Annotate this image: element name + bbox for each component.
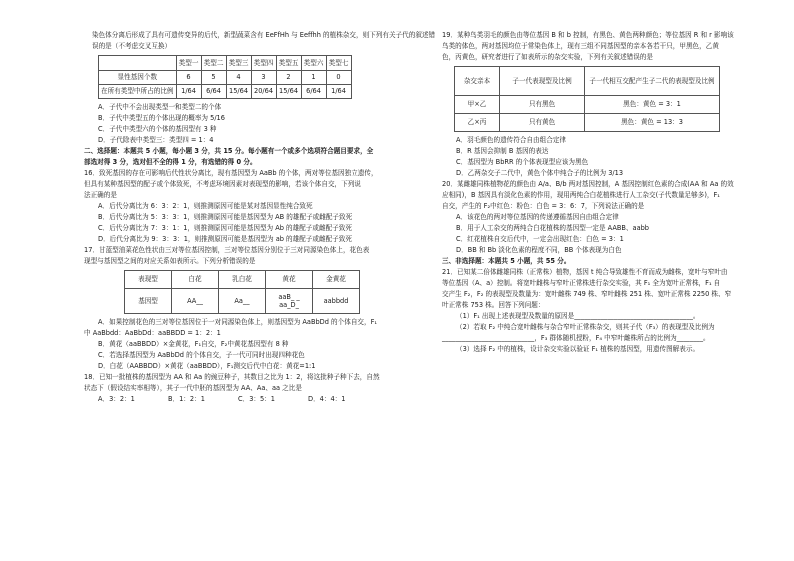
question-line: 鸟类的体色，两对基因均位于常染色体上，现有三组不同基因型的亲本各若干只，甲黑色，乙黄: [442, 42, 719, 50]
table-cell: 只有黄色: [500, 114, 585, 132]
table-cell: 6/64: [301, 85, 326, 99]
table-row: [99, 71, 352, 85]
table-header-cell: 类型六: [301, 56, 326, 71]
q20: [442, 179, 776, 256]
question-line: 应相同)，B 基因具有淡化色素的作用，现用两纯合白花植株进行人工杂交(子代数量足够多)，F₁: [442, 191, 720, 199]
table-cell: 1/64: [326, 85, 351, 99]
option-line: B．黄花（aaBBDD）×金黄花，F₁自交，F₂中黄花基因型有 8 种: [98, 340, 289, 348]
table-row-label: 基因型: [125, 289, 172, 314]
option-b: B．1：2：1: [168, 395, 205, 403]
genotype-line: aa_D_: [279, 301, 299, 309]
table-header-cell: 类型一: [176, 56, 201, 71]
q17-options: [84, 317, 418, 372]
question-line: 但具有某种基因型的配子或个体致死，不考虑环境因素对表现型的影响，若该个体自交，下列说: [84, 180, 361, 188]
option-line: A．羽毛颜色的遗传符合自由组合定律: [456, 136, 567, 144]
table-header-cell: 金黄花: [313, 271, 360, 289]
table-header-row: [99, 56, 352, 71]
table-header-cell: 黄花: [266, 271, 313, 289]
option-line: C．红花植株自交后代中，一定会出现红色：白色 = 3：1: [456, 235, 624, 243]
q17: [84, 245, 418, 267]
option-line: A．如果控制花色的三对等位基因位于一对同源染色体上，则基因型为 AaBbDd 的个体自交，F₁: [98, 318, 378, 326]
q21: [442, 267, 776, 355]
table-cell: 黑色：黄色 = 3：1: [585, 96, 720, 114]
question-line: 状态下（假设结实率相等），其子一代中胚的基因型为 AA、Aa、aa 之比是: [84, 384, 302, 392]
table-header-cell: 表现型: [125, 271, 172, 289]
table-cell: 6: [176, 71, 201, 85]
section-2-heading: [84, 146, 418, 168]
table-cell: 0: [326, 71, 351, 85]
table-header-cell: [99, 56, 177, 71]
table-row-label: 在所有类型中所占的比例: [99, 85, 177, 99]
question-line: 16．致死基因的存在可影响后代性状分离比，现有基因型为 AaBb 的个体，两对等位基因独立遗传，: [84, 169, 378, 177]
q16: [84, 168, 418, 245]
sub-question-line: （1）F₁ 出现上述表现型及数量的原因是____________________________________。: [456, 312, 700, 320]
option-line: 中 AaBbdd：AaBbDd：aaBBDD = 1：2：1: [84, 329, 221, 337]
text-line: 误的是（不考虑交叉互换）: [92, 42, 172, 50]
sub-question-line: （2）若取 F₂ 中纯合宽叶雌株与杂合窄叶正常株杂交，则其子代（F₃）的表现型及比例为: [456, 323, 715, 331]
option-line: D．BB 和 Bb 淡化色素的程度不同，BB 个体表现为白色: [456, 246, 622, 254]
option-line: A．后代分离比为 6：3：2：1，则推测原因可能是某对基因显性纯合致死: [98, 202, 313, 210]
option-line: B．用于人工杂交的两纯合白花植株的基因型一定是 AABB、aabb: [456, 224, 649, 232]
question-line: 法正确的是: [84, 191, 117, 199]
flower-color-table: [124, 270, 360, 314]
table-header-row: [455, 67, 720, 96]
table-cell: 5: [201, 71, 226, 85]
q19: [442, 30, 776, 63]
question-line: 17．甘蓝型油菜花色性状由三对等位基因控制，三对等位基因分别位于三对同源染色体上，花色表: [84, 246, 370, 254]
table-header-cell: 类型四: [251, 56, 276, 71]
options-row: [84, 394, 418, 405]
option-d: D．4：4：1: [308, 395, 346, 403]
table-row: [99, 85, 352, 99]
question-line: 21．已知某二倍体雌雄同株（正常株）植物，基因 t 纯合导致雄性不育而成为雌株，宽叶与窄叶由: [442, 268, 728, 276]
option-line: B．子代中类型五的个体出现的概率为 5/16: [98, 114, 225, 122]
question-line: 20．某雌雄同株植物花的颜色由 A/a、B/b 两对基因控制，A 基因控制红色素的合成(AA 和 Aa 的效: [442, 180, 734, 188]
table-header-cell: 子一代相互交配产生子二代的表现型及比例: [585, 67, 720, 96]
right-column: [442, 30, 776, 355]
genotype-line: aaB_ _: [278, 293, 300, 301]
section-3-heading: 三、非选择题：本题共 5 小题，共 55 分。: [442, 257, 571, 265]
option-line: D．白花（AABBDD）×黄花（aaBBDD），F₁测交后代中白花：黄花=1:1: [98, 362, 316, 370]
q15-intro: [84, 30, 436, 52]
table-header-cell: 类型五: [276, 56, 301, 71]
option-line: A．该花色的两对等位基因的传递遵循基因自由组合定律: [456, 213, 619, 221]
table-cell: 乙×丙: [455, 114, 500, 132]
table-header-cell: 类型三: [226, 56, 251, 71]
option-line: C．基因型为 BbRR 的个体表现型应该为黑色: [456, 158, 589, 166]
table-cell: 只有黑色: [500, 96, 585, 114]
table-cell: Aa__: [219, 289, 266, 314]
section-heading-line: 二、选择题：本题共 5 小题，每小题 3 分，共 15 分。每小题有一个或多个选项符合题目要求，全: [84, 147, 374, 155]
table-header-row: [125, 271, 360, 289]
option-line: C．若选择基因型为 AaBbDd 的个体自交，子一代可同时出现四种花色: [98, 351, 305, 359]
table-row: [455, 96, 720, 114]
table-cell: 1/64: [176, 85, 201, 99]
sub-question-line: （3）选择 F₂ 中的植株，设计杂交实验以验证 F₁ 植株的基因型，用遗传图解表示。: [456, 345, 700, 353]
table-cell: 1: [301, 71, 326, 85]
option-line: C．后代分离比为 7：3：1：1，则推测原因可能是基因型为 Ab 的雄配子或雌配子致死: [98, 224, 352, 232]
question-line: 自交，产生的 F₂中红色：粉色：白色 = 3：6：7，下列说法正确的是: [442, 202, 645, 210]
table-cell: 3: [251, 71, 276, 85]
table-cell: AA__: [172, 289, 219, 314]
question-line: 18．已知一批植株的基因型为 AA 和 Aa 的豌豆种子，其数目之比为 1：2，将这批种子种下去，自然: [84, 373, 380, 381]
table-header-cell: 类型二: [201, 56, 226, 71]
question-line: 交产生 F₂，F₂ 的表现型及数量为：宽叶雌株 749 株、窄叶雌株 251 株、宽叶正常株 2250 株、窄: [442, 290, 732, 298]
table-cell: 20/64: [251, 85, 276, 99]
option-line: D．后代分离比为 9：3：3：1，则推测原因可能是基因型为 ab 的雄配子或雌配子致死: [98, 235, 352, 243]
table-cell: 15/64: [226, 85, 251, 99]
table-header-cell: 白花: [172, 271, 219, 289]
option-line: A．子代中不会出现类型一和类型二的个体: [98, 103, 222, 111]
option-line: B．R 基因会抑制 B 基因的表达: [456, 147, 549, 155]
option-line: C．子代中类型六的个体的基因型有 3 种: [98, 125, 217, 133]
table-header-cell: 杂交亲本: [455, 67, 500, 96]
section-heading-line: 部选对得 3 分，选对但不全的得 1 分，有选错的得 0 分。: [84, 158, 257, 166]
table-cell: [266, 289, 313, 314]
table-cell: 甲×乙: [455, 96, 500, 114]
option-line: D．子代除表中类型三：类型四 = 1：4: [98, 136, 214, 144]
option-line: B．后代分离比为 5：3：3：1，则推测原因可能是基因型为 AB 的雄配子或雌配子致死: [98, 213, 353, 221]
question-line: 叶正常株 753 株。回答下列问题：: [442, 301, 545, 309]
table-cell: aabbdd: [313, 289, 360, 314]
left-column: [84, 30, 436, 405]
q15-options: [84, 102, 418, 146]
text-line: 染色体分离后形成了具有可遗传变异的后代，新型蔬菜含有 EeFfHh 与 Eeffhh 的植株杂交，则下列有关子代的叙述错: [92, 31, 436, 39]
question-line: 等位基因（A、a）控制。将宽叶雌株与窄叶正常株进行杂交实验，其 F₁ 全为宽叶正常株，F₁ 自: [442, 279, 721, 287]
table-header-cell: 乳白花: [219, 271, 266, 289]
table-row: [455, 114, 720, 132]
table-row-label: 显性基因个数: [99, 71, 177, 85]
table-row: [125, 289, 360, 314]
table-cell: 2: [276, 71, 301, 85]
table-header-cell: 类型七: [326, 56, 351, 71]
option-a: A．3：2：1: [98, 395, 135, 403]
table-cell: 15/64: [276, 85, 301, 99]
option-c: C．3：5：1: [238, 395, 275, 403]
q18: [84, 372, 418, 405]
option-line: D．乙两杂交子二代中，黄色个体中纯合子的比例为 3/13: [456, 169, 624, 177]
question-line: 现型与基因型之间的对应关系如表所示。下列分析错误的是: [84, 257, 256, 265]
sub-question-line: ____________________________，F₃ 群体随机授粉，F₄ 中窄叶雌株所占的比例为________。: [442, 334, 710, 342]
q19-options: [442, 135, 776, 179]
genotype-ratio-table: [98, 55, 352, 99]
question-line: 色，丙黄色，研究者进行了如表所示的杂交实验，下列有关叙述错误的是: [442, 53, 653, 61]
table-cell: 4: [226, 71, 251, 85]
table-cell: 6/64: [201, 85, 226, 99]
cross-experiment-table: [454, 66, 720, 132]
table-header-cell: 子一代表现型及比例: [500, 67, 585, 96]
table-cell: 黑色：黄色 = 13：3: [585, 114, 720, 132]
question-line: 19．某种鸟类羽毛的颜色由等位基因 B 和 b 控制，有黑色、黄色两种颜色；等位基因 R 和 r 影响该: [442, 31, 734, 39]
